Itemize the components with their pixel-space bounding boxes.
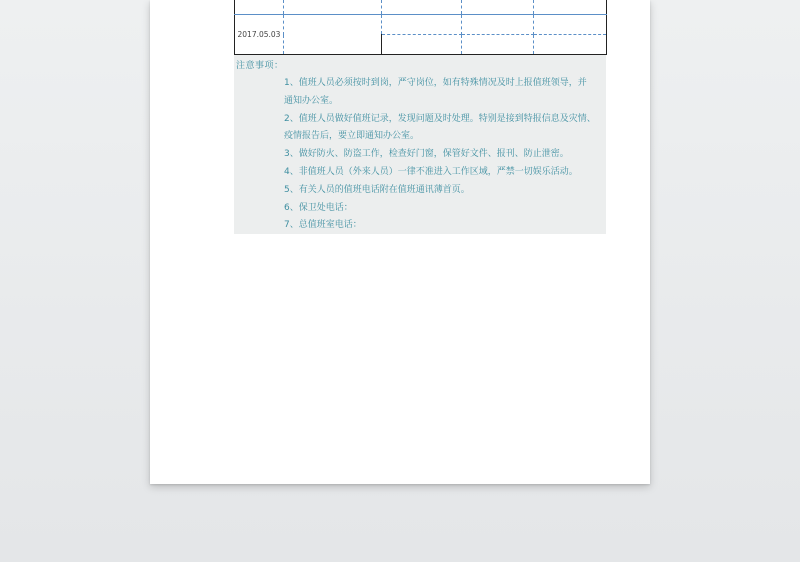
table-cell: [382, 35, 462, 55]
table-cell: [382, 15, 462, 35]
notes-list: [284, 75, 606, 235]
note-line: 5、有关人员的值班电话附在值班通讯薄首页。: [284, 184, 470, 195]
table-row: [235, 15, 607, 35]
date-cell: 2017.05.03: [235, 15, 284, 55]
note-line: 2、值班人员做好值班记录，发现问题及时处理。特别是接到特报信息及灾情、: [284, 113, 596, 124]
note-line: 4、非值班人员（外来人员）一律不准进入工作区域，严禁一切娱乐活动。: [284, 166, 578, 177]
table-cell: [462, 35, 534, 55]
document-page: [150, 0, 650, 484]
note-line: 1、值班人员必须按时到岗，严守岗位，如有特殊情况及时上报值班领导，并: [284, 78, 587, 88]
table-cell: [534, 35, 607, 55]
note-line: 疫情报告后，要立即通知办公室。: [284, 131, 420, 142]
table-cell: [235, 0, 284, 15]
duty-table: [234, 0, 607, 55]
table-cell: [284, 15, 382, 55]
table-cell: [462, 0, 534, 15]
table-cell: [534, 0, 607, 15]
note-line: 7、总值班室电话：: [284, 220, 362, 231]
table-cell: [284, 0, 382, 15]
note-line: 3、做好防火、防盗工作，检查好门窗，保管好文件、报刊、防止泄密。: [284, 149, 569, 160]
note-line: 6、保卫处电话：: [284, 202, 353, 213]
table-cell: [462, 15, 534, 35]
table-row: [235, 0, 607, 15]
notes-title: 注意事项：: [236, 61, 284, 71]
note-line: 通知办公室。: [284, 95, 339, 106]
table-cell: [382, 0, 462, 15]
notes-section: [234, 55, 606, 234]
table-cell: [534, 15, 607, 35]
